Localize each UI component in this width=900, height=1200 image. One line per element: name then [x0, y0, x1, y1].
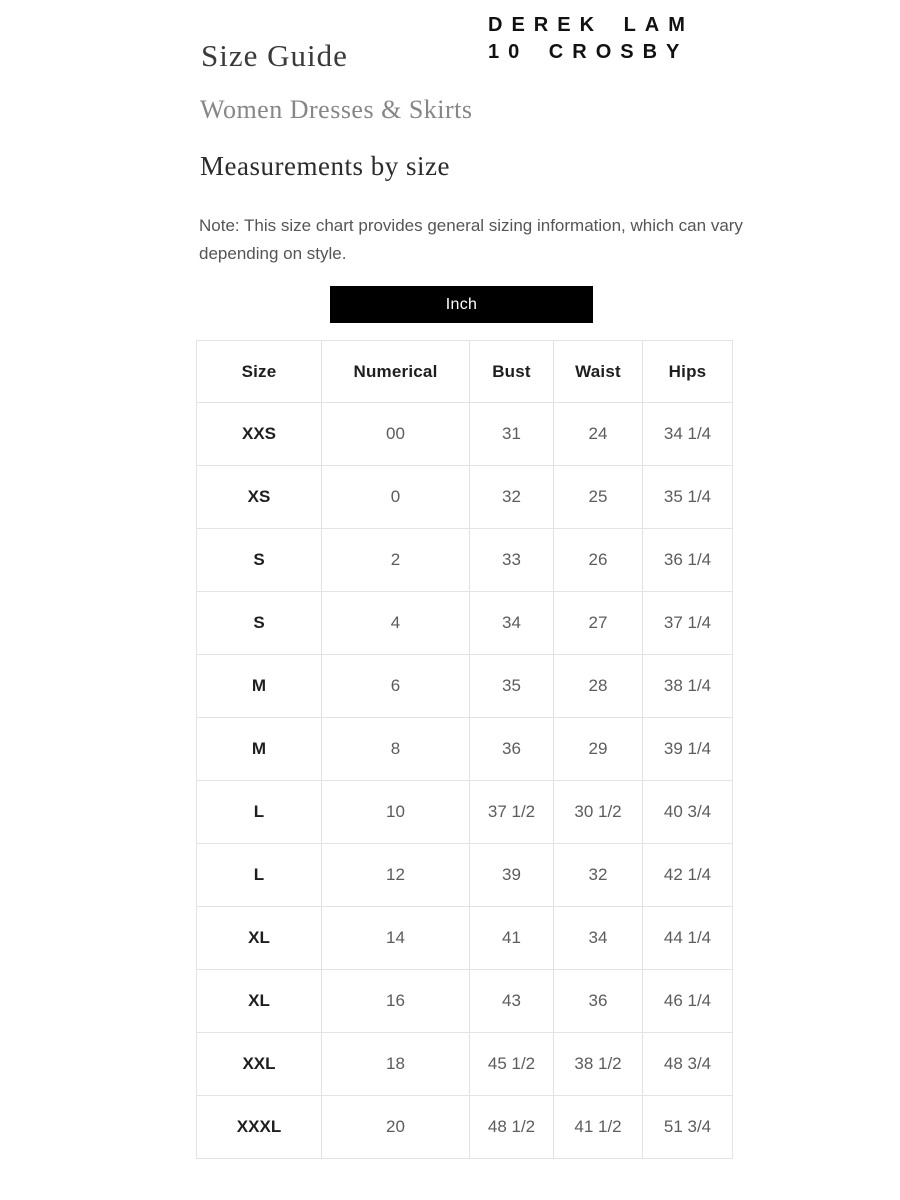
unit-toggle-inch-button[interactable]: Inch [330, 286, 593, 323]
measurement-cell: 33 [470, 529, 554, 592]
table-row [197, 655, 733, 718]
category-subtitle: Women Dresses & Skirts [200, 95, 473, 124]
measurement-cell: 18 [322, 1033, 470, 1096]
column-header-waist: Waist [554, 341, 643, 403]
measurement-cell: 2 [322, 529, 470, 592]
size-cell: S [197, 592, 322, 655]
measurement-cell: 32 [470, 466, 554, 529]
size-chart-header [197, 341, 733, 403]
measurement-cell: 00 [322, 403, 470, 466]
measurement-cell: 4 [322, 592, 470, 655]
measurement-cell: 39 [470, 844, 554, 907]
sizing-note: Note: This size chart provides general sizing information, which can vary depending on style. [199, 216, 743, 263]
measurement-cell: 48 1/2 [470, 1096, 554, 1159]
table-row [197, 1096, 733, 1159]
header-row [197, 341, 733, 403]
measurement-cell: 41 [470, 907, 554, 970]
table-row [197, 970, 733, 1033]
table-row [197, 907, 733, 970]
table-row [197, 529, 733, 592]
column-header-size: Size [197, 341, 322, 403]
measurement-cell: 12 [322, 844, 470, 907]
measurement-cell: 48 3/4 [643, 1033, 733, 1096]
section-title: Measurements by size [200, 151, 450, 181]
measurement-cell: 40 3/4 [643, 781, 733, 844]
measurement-cell: 35 [470, 655, 554, 718]
measurement-cell: 42 1/4 [643, 844, 733, 907]
table-row [197, 592, 733, 655]
measurement-cell: 38 1/2 [554, 1033, 643, 1096]
size-cell: XL [197, 907, 322, 970]
measurement-cell: 34 [554, 907, 643, 970]
measurement-cell: 16 [322, 970, 470, 1033]
measurement-cell: 8 [322, 718, 470, 781]
table-row [197, 781, 733, 844]
page-title: Size Guide [201, 38, 348, 73]
size-cell: XS [197, 466, 322, 529]
measurement-cell: 6 [322, 655, 470, 718]
table-row [197, 844, 733, 907]
measurement-cell: 26 [554, 529, 643, 592]
measurement-cell: 32 [554, 844, 643, 907]
measurement-cell: 30 1/2 [554, 781, 643, 844]
size-cell: M [197, 655, 322, 718]
table-row [197, 466, 733, 529]
size-cell: L [197, 781, 322, 844]
measurement-cell: 34 [470, 592, 554, 655]
measurement-cell: 27 [554, 592, 643, 655]
measurement-cell: 44 1/4 [643, 907, 733, 970]
size-cell: L [197, 844, 322, 907]
measurement-cell: 37 1/2 [470, 781, 554, 844]
measurement-cell: 36 [554, 970, 643, 1033]
size-cell: M [197, 718, 322, 781]
measurement-cell: 25 [554, 466, 643, 529]
measurement-cell: 46 1/4 [643, 970, 733, 1033]
measurement-cell: 24 [554, 403, 643, 466]
measurement-cell: 51 3/4 [643, 1096, 733, 1159]
measurement-cell: 10 [322, 781, 470, 844]
size-cell: XXL [197, 1033, 322, 1096]
measurement-cell: 29 [554, 718, 643, 781]
size-chart-body [197, 403, 733, 1159]
table-row [197, 718, 733, 781]
measurement-cell: 20 [322, 1096, 470, 1159]
table-row [197, 1033, 733, 1096]
brand-logo-line2: 10 CROSBY [488, 41, 689, 63]
column-header-bust: Bust [470, 341, 554, 403]
measurement-cell: 37 1/4 [643, 592, 733, 655]
measurement-cell: 45 1/2 [470, 1033, 554, 1096]
measurement-cell: 35 1/4 [643, 466, 733, 529]
brand-logo-line1: DEREK LAM [488, 14, 694, 36]
measurement-cell: 14 [322, 907, 470, 970]
measurement-cell: 34 1/4 [643, 403, 733, 466]
size-cell: XXS [197, 403, 322, 466]
table-row [197, 403, 733, 466]
measurement-cell: 41 1/2 [554, 1096, 643, 1159]
size-cell: XXXL [197, 1096, 322, 1159]
measurement-cell: 28 [554, 655, 643, 718]
measurement-cell: 36 [470, 718, 554, 781]
measurement-cell: 31 [470, 403, 554, 466]
measurement-cell: 0 [322, 466, 470, 529]
size-cell: S [197, 529, 322, 592]
measurement-cell: 38 1/4 [643, 655, 733, 718]
brand-logo [488, 12, 694, 66]
column-header-hips: Hips [643, 341, 733, 403]
measurement-cell: 36 1/4 [643, 529, 733, 592]
column-header-numerical: Numerical [322, 341, 470, 403]
size-cell: XL [197, 970, 322, 1033]
measurement-cell: 43 [470, 970, 554, 1033]
size-chart-table [196, 340, 733, 1159]
measurement-cell: 39 1/4 [643, 718, 733, 781]
